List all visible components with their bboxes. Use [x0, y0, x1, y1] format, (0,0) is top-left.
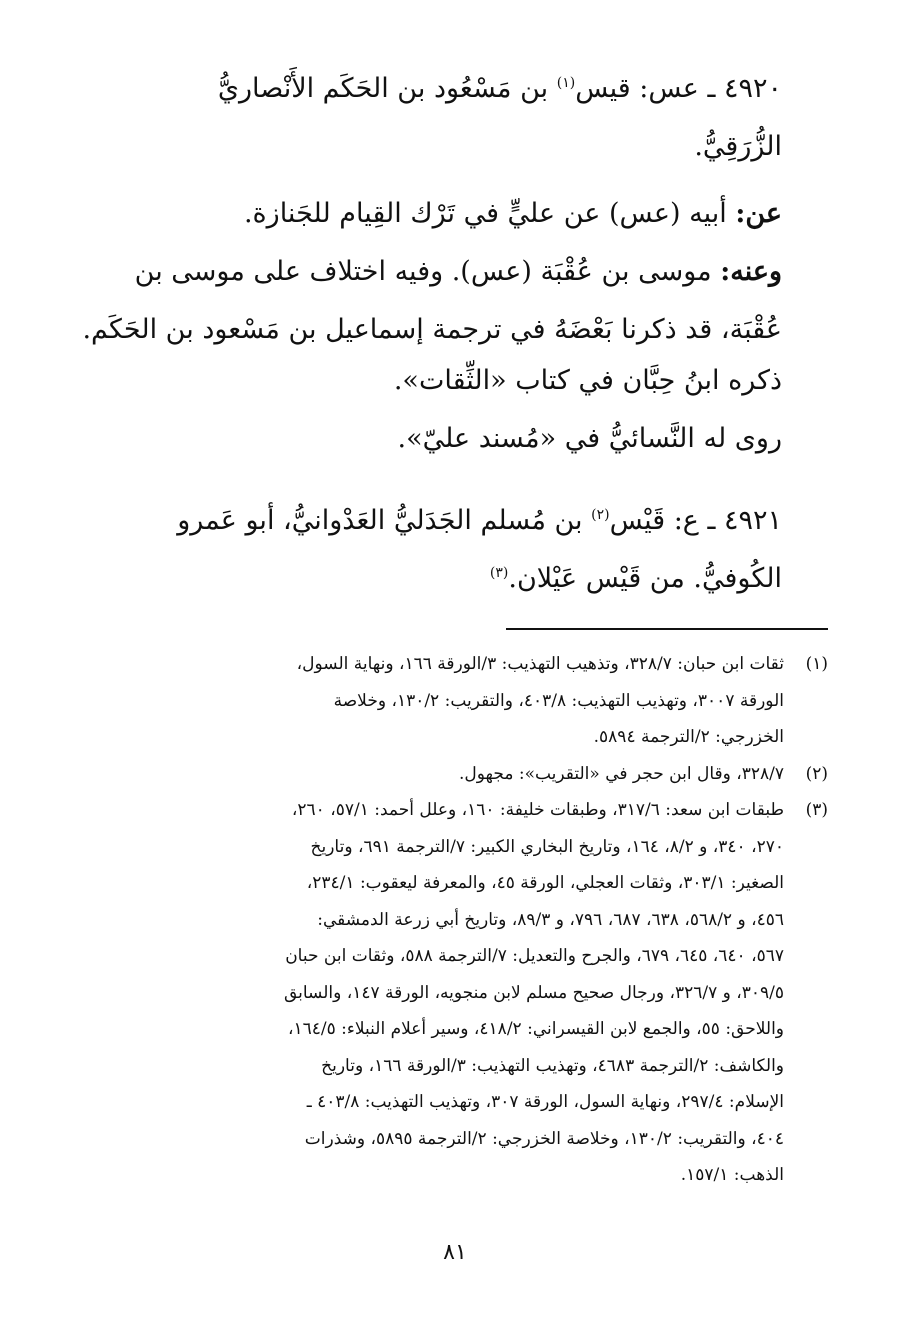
footnote-line: ٢٧٠، ٣٤٠، و ٨/٢، ١٦٤، وتاريخ البخاري الكبير: ٧/الترجمة ٦٩١، وتاريخ — [310, 836, 784, 857]
footnote-ref-2: (٢) — [591, 507, 610, 523]
nasai-line: روى له النَّسائيُّ في «مُسند عليّ». — [397, 423, 782, 454]
footnote-divider — [506, 628, 828, 630]
narrated-from-label: عن: — [735, 198, 782, 229]
footnote-line: ثقات ابن حبان: ٣٢٨/٧، وتذهيب التهذيب: ٣/الورقة ١٦٦، ونهاية السول، — [296, 654, 784, 674]
entry-4921-origin-text: الكُوفيُّ. من قَيْس عَيْلان. — [508, 563, 782, 594]
footnote-number: (٣) — [805, 800, 828, 820]
footnote-line: الإسلام: ٢٩٧/٤، ونهاية السول، الورقة ٣٠٧، وتهذيب التهذيب: ٤٠٣/٨ ـ — [306, 1092, 784, 1112]
footnote-line: الورقة ٣٠٠٧، وتهذيب التهذيب: ٤٠٣/٨، والتقريب: ١٣٠/٢، وخلاصة — [333, 690, 784, 711]
entry-4921-heading — [110, 492, 782, 550]
footnote-body — [130, 646, 784, 756]
narrated-from-text: أبيه (عس) عن عليٍّ في تَرْك القِيام للجَنازة. — [243, 198, 727, 229]
entry-4920 — [110, 60, 782, 176]
entry-4920-narrations — [82, 185, 782, 359]
entry-4921-number-name: ٤٩٢١ ـ ع: قَيْس — [609, 505, 782, 536]
footnote-line: الذهب: ١٥٧/١. — [680, 1165, 784, 1185]
entry-4920-nisba: الزُّرَقِيُّ. — [694, 131, 782, 162]
entry-4921-origin — [110, 550, 782, 608]
footnote-body — [130, 756, 784, 793]
footnote-line: واللاحق: ٥٥، والجمع لابن القيسراني: ٤١٨/٢، وسير أعلام النبلاء: ١٦٤/٥، — [288, 1019, 784, 1039]
entry-4921-lineage: بن مُسلم الجَدَليُّ العَدْوانيُّ، أبو عَمرو — [177, 505, 583, 536]
footnote-line: ٤٠٤، والتقريب: ١٣٠/٢، وخلاصة الخزرجي: ٢/الترجمة ٥٨٩٥، وشذرات — [304, 1128, 784, 1149]
footnote-number: (٢) — [805, 763, 828, 784]
footnote-line: طبقات ابن سعد: ٣١٧/٦، وطبقات خليفة: ١٦٠، وعلل أحمد: ٥٧/١، ٢٦٠، — [291, 800, 784, 820]
entry-4920-number-name: ٤٩٢٠ ـ عس: قيس — [575, 73, 782, 104]
narrated-by-line — [110, 243, 782, 301]
footnote-line: ٥٦٧، ٦٤٠، ٦٤٥، ٦٧٩، والجرح والتعديل: ٧/الترجمة ٥٨٨، وثقات ابن حبان — [285, 946, 784, 966]
page-number: ٨١ — [443, 1240, 467, 1265]
footnote-ref-3: (٣) — [489, 565, 509, 581]
entry-4920-heading — [110, 60, 782, 118]
footnote-ref-1: (١) — [556, 75, 576, 91]
narrated-by-label: وعنه: — [720, 256, 782, 287]
footnotes — [130, 646, 828, 1194]
narrated-by-continuation: عُقْبَة، قد ذكرنا بَعْضَهُ في ترجمة إسماعيل بن مَسْعود بن الحَكَم. — [82, 314, 782, 345]
entry-4920-lineage: بن مَسْعُود بن الحَكَم الأَنْصاريُّ — [217, 73, 549, 104]
footnote-1 — [130, 646, 828, 756]
footnote-line: ٣٠٩/٥، و ٣٢٦/٧، ورجال صحيح مسلم لابن منجويه، الورقة ١٤٧، والسابق — [283, 982, 784, 1003]
footnote-line: الخزرجي: ٢/الترجمة ٥٨٩٤. — [593, 727, 784, 747]
footnote-2 — [130, 756, 828, 793]
footnote-body — [130, 792, 784, 1194]
thiqat-line: ذكره ابنُ حِبَّان في كتاب «الثِّقات». — [393, 365, 782, 396]
narrated-from-line — [110, 185, 782, 243]
entry-4920-sources — [110, 352, 782, 468]
footnote-line: ٣٢٨/٧، وقال ابن حجر في «التقريب»: مجهول. — [458, 763, 784, 784]
narrated-by-text: موسى بن عُقْبَة (عس). وفيه اختلاف على موسى بن — [134, 256, 712, 287]
footnote-line: ٤٥٦، و ٥٦٨/٢، ٦٣٨، ٦٨٧، ٧٩٦، و ٨٩/٣، وتاريخ أبي زرعة الدمشقي: — [317, 909, 784, 930]
footnote-3 — [130, 792, 828, 1194]
footnote-line: الصغير: ٣٠٣/١، وثقات العجلي، الورقة ٤٥، والمعرفة ليعقوب: ٢٣٤/١، — [306, 873, 784, 893]
entry-4921 — [110, 492, 782, 608]
footnote-line: والكاشف: ٢/الترجمة ٤٦٨٣، وتهذيب التهذيب: ٣/الورقة ١٦٦، وتاريخ — [321, 1055, 784, 1076]
footnote-number: (١) — [805, 654, 828, 674]
